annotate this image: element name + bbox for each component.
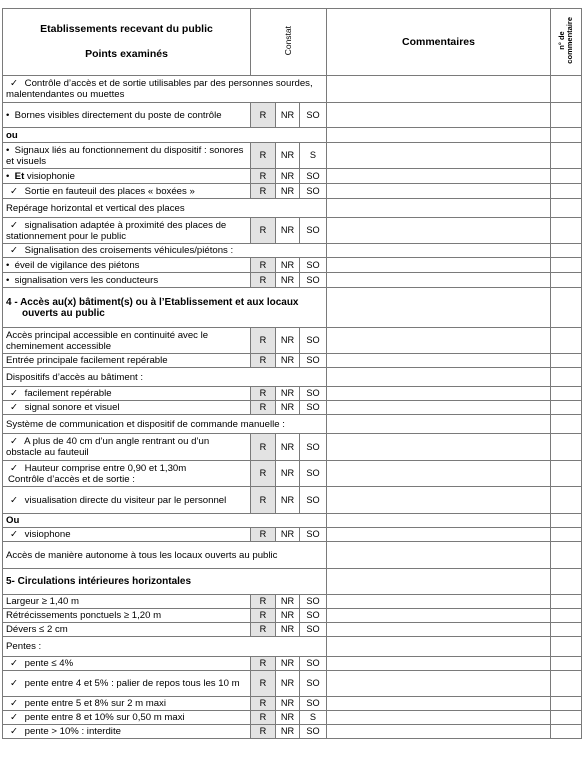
code-r[interactable]: R <box>251 434 276 461</box>
row-label: Dévers ≤ 2 cm <box>3 623 251 637</box>
code-so[interactable]: SO <box>300 671 327 697</box>
row-text: visiophone <box>24 529 71 540</box>
comment-cell[interactable] <box>327 528 551 542</box>
comment-cell[interactable] <box>327 258 551 273</box>
checkmark-icon: ✓ <box>10 494 19 506</box>
constat-header <box>251 9 327 76</box>
table-row <box>3 711 582 725</box>
comment-cell[interactable] <box>327 623 551 637</box>
table-row <box>3 169 582 184</box>
points-header <box>3 9 251 76</box>
code-nr[interactable]: NR <box>276 461 300 487</box>
num-cell[interactable] <box>551 657 582 671</box>
table-row <box>3 697 582 711</box>
comment-cell[interactable] <box>327 657 551 671</box>
checkmark-icon: ✓ <box>10 698 19 709</box>
code-r[interactable]: R <box>251 697 276 711</box>
code-nr[interactable]: NR <box>276 434 300 461</box>
code-nr[interactable]: NR <box>276 169 300 184</box>
table-row <box>3 487 582 514</box>
row-label: Dispositifs d’accès au bâtiment : <box>3 368 327 387</box>
table-row <box>3 199 582 218</box>
code-nr[interactable]: NR <box>276 354 300 368</box>
code-r[interactable]: R <box>251 671 276 697</box>
num-cell[interactable] <box>551 461 582 487</box>
code-nr[interactable]: NR <box>276 487 300 514</box>
table-row <box>3 328 582 354</box>
code-r[interactable]: R <box>251 487 276 514</box>
num-cell[interactable] <box>551 199 582 218</box>
row-label <box>3 487 251 514</box>
table-row <box>3 725 582 739</box>
code-r[interactable]: R <box>251 354 276 368</box>
comment-cell[interactable] <box>327 711 551 725</box>
row-text: signal sonore et visuel <box>24 402 120 413</box>
comment-cell[interactable] <box>327 725 551 739</box>
code-r[interactable]: R <box>251 609 276 623</box>
row-label: Repérage horizontal et vertical des places <box>3 199 327 218</box>
bullet-icon: • <box>6 170 10 182</box>
row-text: Sortie en fauteuil des places « boxées » <box>24 185 195 197</box>
code-s[interactable]: S <box>300 143 327 169</box>
num-cell[interactable] <box>551 434 582 461</box>
points-subtitle: Points examinés <box>85 48 168 60</box>
row-label <box>3 401 251 415</box>
num-cell[interactable] <box>551 368 582 387</box>
row-text: pente entre 4 et 5% : palier de repos tous les 10 m <box>24 678 240 689</box>
comment-cell[interactable] <box>327 487 551 514</box>
table-header <box>3 9 582 76</box>
code-nr[interactable]: NR <box>276 273 300 288</box>
num-cell[interactable] <box>551 514 582 528</box>
table-row <box>3 244 582 258</box>
table-row <box>3 354 582 368</box>
row-label <box>3 461 251 487</box>
checkmark-icon: ✓ <box>10 726 19 737</box>
comment-cell[interactable] <box>327 569 551 595</box>
num-cell[interactable] <box>551 143 582 169</box>
num-comment-line1: n° de <box>557 31 566 50</box>
row-text: pente entre 5 et 8% sur 2 m maxi <box>24 698 166 709</box>
checkmark-icon: ✓ <box>10 529 19 540</box>
code-r[interactable]: R <box>251 657 276 671</box>
comment-cell[interactable] <box>327 288 551 328</box>
row-text: Bornes visibles directement du poste de contrôle <box>14 109 222 121</box>
inspection-table <box>2 8 582 739</box>
num-comment-header <box>551 9 582 76</box>
table-row <box>3 514 582 528</box>
points-title: Etablissements recevant du public <box>40 23 213 35</box>
row-subtext: Contrôle d’accès et de sortie : <box>8 473 135 485</box>
table-row <box>3 143 582 169</box>
table-row <box>3 623 582 637</box>
table-row <box>3 609 582 623</box>
num-cell[interactable] <box>551 76 582 103</box>
num-cell[interactable] <box>551 128 582 143</box>
table-row <box>3 184 582 199</box>
code-so[interactable]: SO <box>300 528 327 542</box>
row-label <box>3 143 251 169</box>
code-nr[interactable]: NR <box>276 184 300 199</box>
row-label: Accès principal accessible en continuité avec le cheminement accessible <box>3 328 251 354</box>
row-label <box>3 244 327 258</box>
num-cell[interactable] <box>551 637 582 657</box>
section-5-heading: 5- Circulations intérieures horizontales <box>3 569 327 595</box>
num-cell[interactable] <box>551 387 582 401</box>
checkmark-icon: ✓ <box>10 388 19 399</box>
row-text: Contrôle d’accès et de sortie utilisables par des personnes sourdes, malentendantes ou muettes <box>6 78 313 100</box>
num-cell[interactable] <box>551 354 582 368</box>
code-so[interactable]: SO <box>300 725 327 739</box>
table-row <box>3 415 582 434</box>
row-text: visiophonie <box>24 170 75 182</box>
checkmark-icon: ✓ <box>10 78 19 89</box>
comment-cell[interactable] <box>327 387 551 401</box>
table-row <box>3 218 582 244</box>
code-so[interactable]: SO <box>300 354 327 368</box>
row-label: Accès de manière autonome à tous les locaux ouverts au public <box>3 542 327 569</box>
section-4-line1: 4 - Accès au(x) bâtiment(s) ou à l’Etablissement et aux locaux <box>6 296 299 308</box>
table-row <box>3 288 582 328</box>
row-label <box>3 528 251 542</box>
table-row <box>3 76 582 103</box>
row-label <box>3 725 251 739</box>
comment-cell[interactable] <box>327 103 551 128</box>
row-label <box>3 76 327 103</box>
code-nr[interactable]: NR <box>276 595 300 609</box>
num-cell[interactable] <box>551 569 582 595</box>
row-label: Largeur ≥ 1,40 m <box>3 595 251 609</box>
row-text: pente ≤ 4% <box>24 658 74 669</box>
bullet-icon: • <box>6 274 10 286</box>
comment-cell[interactable] <box>327 401 551 415</box>
code-r[interactable]: R <box>251 258 276 273</box>
code-r[interactable]: R <box>251 595 276 609</box>
num-cell[interactable] <box>551 218 582 244</box>
num-cell[interactable] <box>551 609 582 623</box>
code-r[interactable]: R <box>251 401 276 415</box>
row-label <box>3 103 251 128</box>
row-text: pente > 10% : interdite <box>24 726 121 737</box>
table-row <box>3 401 582 415</box>
code-so[interactable]: SO <box>300 184 327 199</box>
comment-cell[interactable] <box>327 328 551 354</box>
num-cell[interactable] <box>551 542 582 569</box>
constat-label: Constat <box>283 25 293 56</box>
comment-cell[interactable] <box>327 273 551 288</box>
code-r[interactable]: R <box>251 387 276 401</box>
comment-cell[interactable] <box>327 76 551 103</box>
or-label: Ou <box>3 514 327 528</box>
num-cell[interactable] <box>551 711 582 725</box>
bullet-icon: • <box>6 109 10 121</box>
checkmark-icon: ✓ <box>10 245 19 256</box>
row-text: Hauteur comprise entre 0,90 et 1,30m <box>24 462 187 474</box>
num-cell[interactable] <box>551 258 582 273</box>
comment-cell[interactable] <box>327 218 551 244</box>
checkmark-icon: ✓ <box>10 712 19 723</box>
code-so[interactable]: SO <box>300 697 327 711</box>
comment-cell[interactable] <box>327 609 551 623</box>
num-cell[interactable] <box>551 244 582 258</box>
or-label: ou <box>3 128 327 143</box>
code-nr[interactable]: NR <box>276 711 300 725</box>
num-cell[interactable] <box>551 273 582 288</box>
table-row <box>3 258 582 273</box>
code-nr[interactable]: NR <box>276 725 300 739</box>
comment-cell[interactable] <box>327 595 551 609</box>
table-row <box>3 128 582 143</box>
code-nr[interactable]: NR <box>276 623 300 637</box>
code-r[interactable]: R <box>251 143 276 169</box>
code-so[interactable]: SO <box>300 595 327 609</box>
row-text: Signaux liés au fonctionnement du dispositif : sonores et visuels <box>6 144 244 167</box>
checkmark-icon: ✓ <box>10 185 19 197</box>
code-so[interactable]: SO <box>300 103 327 128</box>
checkmark-icon: ✓ <box>10 462 19 474</box>
bullet-icon: • <box>6 144 10 156</box>
code-r[interactable]: R <box>251 328 276 354</box>
comment-cell[interactable] <box>327 637 551 657</box>
table-row <box>3 657 582 671</box>
table-row <box>3 387 582 401</box>
code-nr[interactable]: NR <box>276 218 300 244</box>
code-nr[interactable]: NR <box>276 258 300 273</box>
code-so[interactable]: SO <box>300 623 327 637</box>
num-cell[interactable] <box>551 725 582 739</box>
comment-cell[interactable] <box>327 184 551 199</box>
comment-cell[interactable] <box>327 415 551 434</box>
row-label <box>3 697 251 711</box>
row-label <box>3 671 251 697</box>
code-so[interactable]: SO <box>300 487 327 514</box>
checkmark-icon: ✓ <box>10 658 19 669</box>
row-text: signalisation adaptée à proximité des places de stationnement pour le public <box>6 219 227 242</box>
checkmark-icon: ✓ <box>10 219 19 231</box>
row-text: signalisation vers les conducteurs <box>14 274 159 286</box>
comment-cell[interactable] <box>327 434 551 461</box>
section-4-line2: ouverts au public <box>22 307 105 319</box>
table-row <box>3 528 582 542</box>
comment-cell[interactable] <box>327 244 551 258</box>
code-r[interactable]: R <box>251 169 276 184</box>
code-so[interactable]: SO <box>300 387 327 401</box>
comment-cell[interactable] <box>327 671 551 697</box>
code-so[interactable]: SO <box>300 461 327 487</box>
code-so[interactable]: SO <box>300 169 327 184</box>
row-label <box>3 169 251 184</box>
comment-cell[interactable] <box>327 697 551 711</box>
num-cell[interactable] <box>551 671 582 697</box>
checkmark-icon: ✓ <box>10 436 19 447</box>
code-nr[interactable]: NR <box>276 697 300 711</box>
row-text: éveil de vigilance des piétons <box>14 259 140 271</box>
code-r[interactable]: R <box>251 103 276 128</box>
code-nr[interactable]: NR <box>276 103 300 128</box>
comment-cell[interactable] <box>327 199 551 218</box>
num-cell[interactable] <box>551 595 582 609</box>
code-nr[interactable]: NR <box>276 657 300 671</box>
comment-cell[interactable] <box>327 143 551 169</box>
row-label <box>3 434 251 461</box>
code-so[interactable]: SO <box>300 657 327 671</box>
table-row <box>3 637 582 657</box>
num-cell[interactable] <box>551 487 582 514</box>
row-text: A plus de 40 cm d’un angle rentrant ou d’un obstacle au fauteuil <box>6 436 210 458</box>
code-so[interactable]: SO <box>300 258 327 273</box>
code-nr[interactable]: NR <box>276 387 300 401</box>
comment-cell[interactable] <box>327 169 551 184</box>
table-row <box>3 595 582 609</box>
row-label: Système de communication et dispositif de commande manuelle : <box>3 415 327 434</box>
code-so[interactable]: SO <box>300 328 327 354</box>
bullet-icon: • <box>6 259 10 271</box>
code-so[interactable]: SO <box>300 434 327 461</box>
row-label <box>3 387 251 401</box>
code-so[interactable]: SO <box>300 218 327 244</box>
commentaires-header: Commentaires <box>327 9 551 76</box>
section-4-heading <box>3 288 327 328</box>
row-label: Pentes : <box>3 637 327 657</box>
row-text: pente entre 8 et 10% sur 0,50 m maxi <box>24 712 185 723</box>
code-r[interactable]: R <box>251 218 276 244</box>
code-so[interactable]: SO <box>300 273 327 288</box>
row-label: Entrée principale facilement repérable <box>3 354 251 368</box>
row-label <box>3 184 251 199</box>
code-r[interactable]: R <box>251 725 276 739</box>
code-r[interactable]: R <box>251 184 276 199</box>
comment-cell[interactable] <box>327 368 551 387</box>
code-r[interactable]: R <box>251 528 276 542</box>
table-row <box>3 273 582 288</box>
row-label <box>3 218 251 244</box>
code-r[interactable]: R <box>251 623 276 637</box>
row-label <box>3 711 251 725</box>
row-text: Signalisation des croisements véhicules/piétons : <box>24 245 234 256</box>
code-nr[interactable]: NR <box>276 328 300 354</box>
table-row <box>3 461 582 487</box>
checkmark-icon: ✓ <box>10 678 19 689</box>
table-row <box>3 542 582 569</box>
num-cell[interactable] <box>551 401 582 415</box>
code-nr[interactable]: NR <box>276 401 300 415</box>
row-label <box>3 273 251 288</box>
comment-cell[interactable] <box>327 128 551 143</box>
code-s[interactable]: S <box>300 711 327 725</box>
row-text: facilement repérable <box>24 388 112 399</box>
num-comment-line2: commentaire <box>565 17 574 64</box>
num-cell[interactable] <box>551 288 582 328</box>
row-text-bold: Et <box>14 170 25 182</box>
code-nr[interactable]: NR <box>276 671 300 697</box>
row-label <box>3 258 251 273</box>
code-nr[interactable]: NR <box>276 528 300 542</box>
num-cell[interactable] <box>551 169 582 184</box>
row-text: visualisation directe du visiteur par le personnel <box>24 494 227 506</box>
table-row <box>3 569 582 595</box>
code-nr[interactable]: NR <box>276 609 300 623</box>
code-so[interactable]: SO <box>300 609 327 623</box>
comment-cell[interactable] <box>327 514 551 528</box>
table-row <box>3 368 582 387</box>
code-so[interactable]: SO <box>300 401 327 415</box>
num-cell[interactable] <box>551 623 582 637</box>
code-r[interactable]: R <box>251 711 276 725</box>
row-label <box>3 657 251 671</box>
num-cell[interactable] <box>551 415 582 434</box>
table-row <box>3 434 582 461</box>
table-row <box>3 103 582 128</box>
comment-cell[interactable] <box>327 461 551 487</box>
comment-cell[interactable] <box>327 354 551 368</box>
num-cell[interactable] <box>551 328 582 354</box>
num-cell[interactable] <box>551 697 582 711</box>
comment-cell[interactable] <box>327 542 551 569</box>
num-cell[interactable] <box>551 103 582 128</box>
num-cell[interactable] <box>551 184 582 199</box>
code-r[interactable]: R <box>251 461 276 487</box>
checkmark-icon: ✓ <box>10 402 19 413</box>
row-label: Rétrécissements ponctuels ≥ 1,20 m <box>3 609 251 623</box>
table-row <box>3 671 582 697</box>
code-nr[interactable]: NR <box>276 143 300 169</box>
code-r[interactable]: R <box>251 273 276 288</box>
num-cell[interactable] <box>551 528 582 542</box>
